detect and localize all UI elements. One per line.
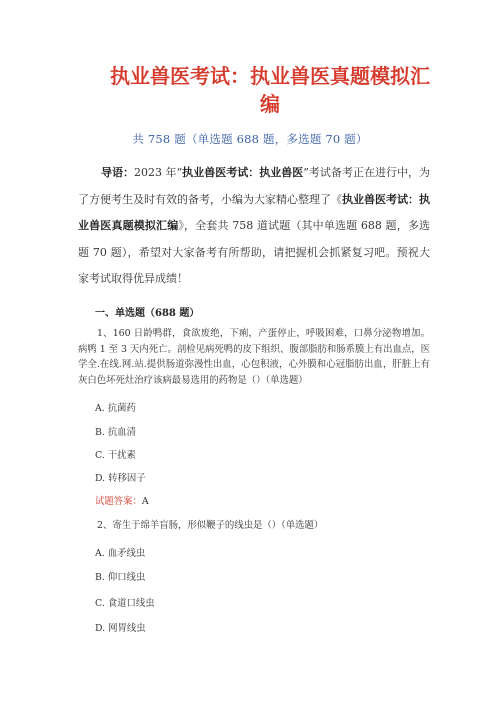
section-heading: 一、单选题（688 题）	[95, 308, 200, 319]
question-2-option-d: D. 网胃线虫	[95, 623, 146, 634]
question-1-option-b: B. 抗血清	[95, 427, 136, 438]
question-2-text: 2、寄生于绵羊盲肠，形似鞭子的线虫是（）（单选题）	[97, 520, 324, 531]
intro-bold-2: 执业兽医考试：执业兽医真题模拟汇编	[78, 192, 430, 232]
question-1-answer	[95, 493, 149, 507]
intro-label: 导语：	[101, 166, 135, 179]
question-1-option-a: A. 抗菌药	[95, 403, 136, 414]
intro-text-3: 》，全套共 758 道试题（其中单选题 688 题，多选题 70 题），希望对大家备考有所帮助，请把握机会抓紧复习吧。预祝大家考试取得优异成绩！	[78, 219, 430, 285]
question-count-summary: 共 758 题（单选题 688 题，多选题 70 题）	[132, 132, 368, 146]
answer-label: 试题答案：	[95, 496, 142, 507]
document-title: 执业兽医考试：执业兽医真题模拟汇编	[110, 64, 430, 116]
intro-text-2: ”考试备考正在进行中，为了方便考生及时有效的备考，小编为大家精心整理了《	[78, 166, 431, 206]
intro-bold-1: 执业兽医考试：执业兽医	[182, 166, 304, 179]
answer-value: A	[141, 496, 149, 507]
question-1-option-d: D. 转移因子	[95, 473, 146, 484]
question-1-option-c: C. 干扰素	[95, 450, 136, 461]
intro-paragraph	[78, 160, 430, 293]
question-1-text: 1、160 日龄鸭群，食欲废绝，下痢，产蛋停止，呼吸困难，口鼻分泌物增加。病鸭 1 至 3 天内死亡。剖检见病死鸭的皮下组织、腹部脂肪和肠系膜上有出血点，医学全.在线.网.站.提供肠道弥漫性出血，心包积液，心外膜和心冠脂肪出血，肝脏上有灰白色坏死灶治疗该病最易选用的药物是（）（单选题）	[78, 328, 430, 386]
intro-text-1: 2023 年“	[134, 166, 183, 179]
question-2-option-c: C. 食道口线虫	[95, 598, 155, 609]
question-2-option-a: A. 血矛线虫	[95, 548, 146, 559]
question-2-option-b: B. 仰口线虫	[95, 572, 146, 583]
